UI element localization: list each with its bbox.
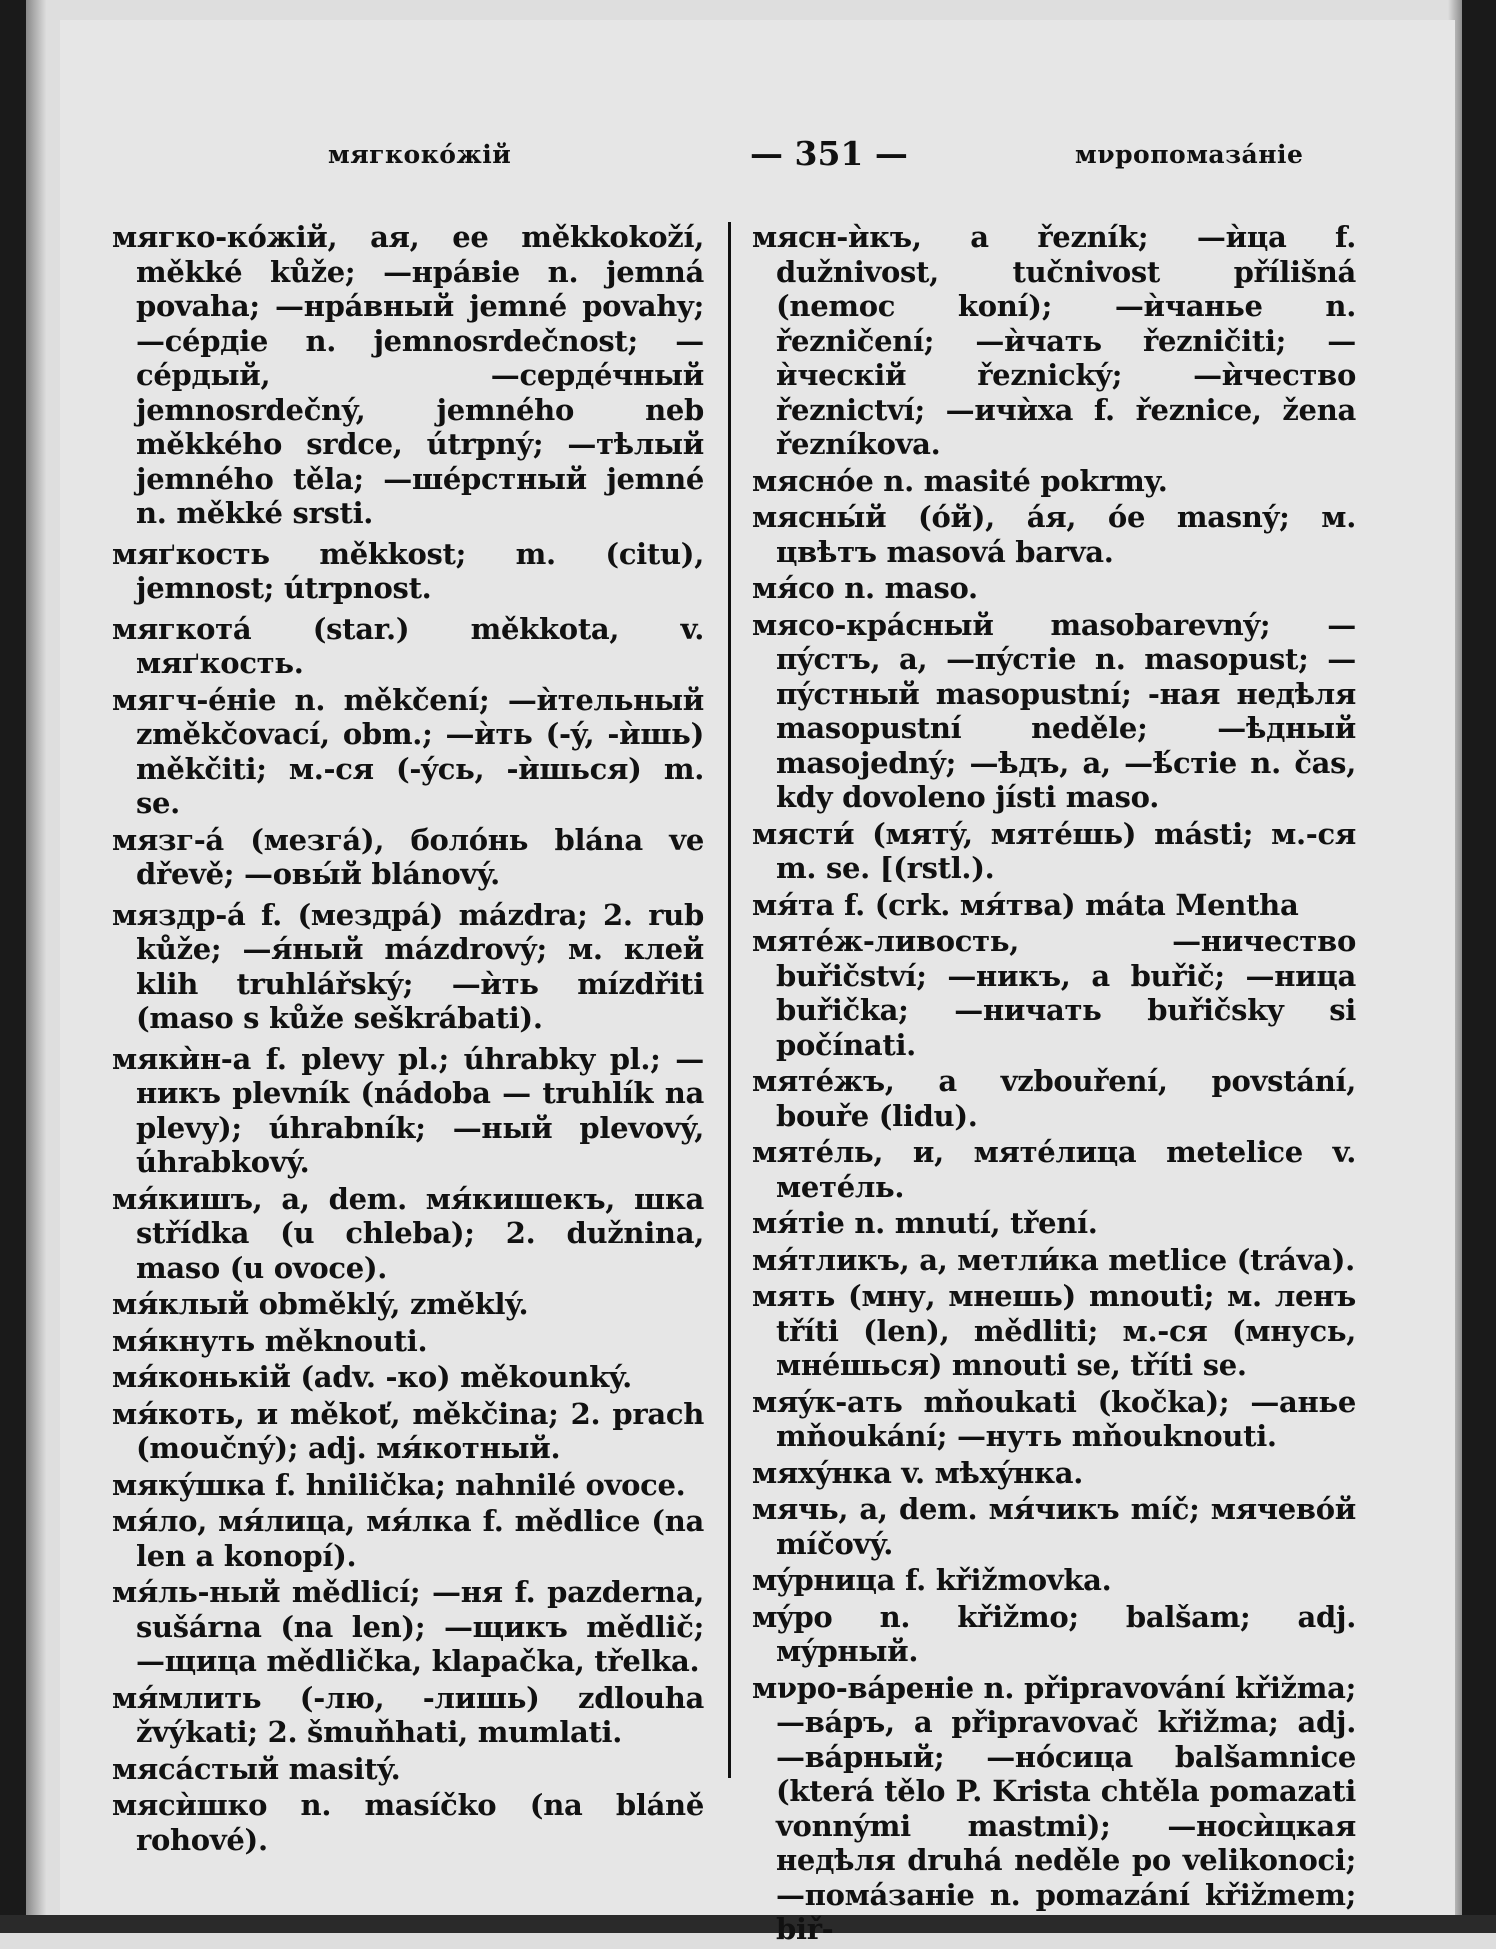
right-column <box>752 220 1356 1949</box>
dictionary-entry: мя́конькій (adv. -ко) měkounký. <box>112 1360 632 1394</box>
dictionary-entry: мя́со n. maso. <box>752 571 978 605</box>
dictionary-entry: мясти́ (мятý, мятéшь) másti; м.-ся m. se. [(rstl.). <box>752 816 1356 885</box>
dictionary-entry: мяздр-á f. (мездрá) mázdra; 2. rub kůže; —я́ный mázdrový; м. клей klih truhlářský; —ѝть mízdřiti (maso s kůže seškrábati). <box>112 897 704 1035</box>
dictionary-entry: мя́тіе n. mnutí, tření. <box>752 1206 1098 1240</box>
right-guide-word: мνропомазáніе <box>1075 140 1304 169</box>
dictionary-entry: мяýк-ать mňoukati (kočka); —анье mňoukání; —нуть mňouknouti. <box>752 1384 1356 1453</box>
dictionary-entry: мякýшка f. hnilička; nahnilé ovoce. <box>112 1467 686 1502</box>
dictionary-entry: мякѝн-а f. plevy pl.; úhrabky pl.; —никъ plevník (nádoba — truhlík na plevy); úhrabník; —ный plevový, úhrabkový. <box>112 1041 704 1179</box>
scan-right-edge <box>1462 0 1496 1933</box>
dictionary-entry: мя́клый obměklý, změklý. <box>112 1287 529 1321</box>
scan-left-shadow <box>26 0 46 1933</box>
dictionary-entry: мятéжъ, а vzbouření, povstání, bouře (lidu). <box>752 1064 1356 1133</box>
dictionary-entry: мνро-вáреніе n. připravování křižma; —вáръ, а připravovač křižma; adj. —вáрный; —нóсица balšamnice (která tělo P. Krista chtěla pomazati vonnými mastmi); —носѝцкая недѣля druhá neděle po velikonoci; —помáзаніе n. pomazání křižmem; biř- <box>752 1670 1356 1946</box>
dictionary-entry: мячь, а, dem. мя́чикъ míč; мячевóй míčový. <box>752 1492 1356 1561</box>
dictionary-entry: мяґкость měkkost; m. (citu), jemnost; útrpnost. <box>112 536 704 605</box>
dictionary-entry: мýрница f. křižmovka. <box>752 1563 1112 1597</box>
left-guide-word: мягкокóжій <box>328 140 512 169</box>
dictionary-entry: мя́ло, мя́лица, мя́лка f. mědlice (na len a konopí). <box>112 1504 704 1573</box>
dictionary-entry: мя́коть, и měkoť, měkčina; 2. prach (moučný); adj. мя́котный. <box>112 1396 704 1465</box>
dictionary-entry: мясо-крáсный masobarevný; —пýстъ, а, —пýстіе n. masopust; —пýстный masopustní; -ная недѣля masopustní neděle; —ѣдный masojedný; —ѣдъ, а, —ѣ́стіе n. čas, kdy dovoleno jísti maso. <box>752 607 1356 814</box>
dictionary-entry: мя́млить (-лю, -лишь) zdlouha žvýkati; 2. šmuňhati, mumlati. <box>112 1680 704 1749</box>
dictionary-entry: мязг-á (мезгá), болóнь blána ve dřevě; —овы́й blánový. <box>112 822 704 891</box>
scan-left-edge <box>0 0 26 1933</box>
dictionary-entry: мяхýнка v. мѣхýнка. <box>752 1455 1084 1490</box>
dictionary-entry: мясн-ѝкъ, а řezník; —ѝца f. dužnivost, tučnivost přílišná (nemoc koní); —ѝчанье n. řezničení; —ѝчать řezničiti; —ѝческій řeznický; —ѝчество řeznictví; —ичѝха f. řeznice, žena řezníkova. <box>752 220 1356 461</box>
dictionary-entry: мясѝшко n. masíčko (na bláně rohové). <box>112 1788 704 1857</box>
dictionary-entry: мять (мну, мнешь) mnouti; м. ленъ tříti (len), mědliti; м.-ся (мнусь, мнéшься) mnouti se, tříti se. <box>752 1279 1356 1382</box>
column-divider <box>728 222 731 1778</box>
dictionary-entry: мя́кнуть měknouti. <box>112 1323 428 1358</box>
dictionary-entry: мя́тликъ, а, метли́ка metlice (tráva). <box>752 1242 1355 1277</box>
dictionary-entry: мягкотá (star.) měkkota, v. мяґкость. <box>112 611 704 680</box>
dictionary-entry: мяснóе n. masité pokrmy. <box>752 463 1168 498</box>
page-header <box>100 134 1400 180</box>
left-column <box>112 220 704 1859</box>
dictionary-entry: мýро n. křižmo; balšam; adj. мýрный. <box>752 1599 1356 1668</box>
dictionary-entry: мягч-éніе n. měkčení; —ѝтельный změkčovací, obm.; —ѝть (-ý, -ѝшь) měkčiti; м.-ся (-ýсь, -ѝшься) m. se. <box>112 682 704 820</box>
dictionary-entry: мя́ль-ный mědlicí; —ня f. pazderna, sušárna (na len); —щикъ mědlič; —щица mědlička, klapačka, třelka. <box>112 1575 704 1678</box>
dictionary-entry: мя́кишъ, а, dem. мя́кишекъ, шка střídka (u chleba); 2. dužnina, maso (u ovoce). <box>112 1181 704 1285</box>
dictionary-entry: мясáстый masitý. <box>112 1751 401 1786</box>
dictionary-entry: мя́та f. (crk. мя́тва) máta Mentha <box>752 887 1299 922</box>
dictionary-entry: мясны́й (óй), áя, óе masný; м. цвѣтъ masová barva. <box>752 500 1356 569</box>
dictionary-entry: мятéль, и, мятéлица metelice v. метéль. <box>752 1135 1356 1204</box>
page-number: — 351 — <box>750 134 908 173</box>
dictionary-entry: мятéж-ливость, —ничество buřičství; —никъ, а buřič; —ница buřička; —ничать buřičsky si počínati. <box>752 924 1356 1062</box>
dictionary-entry: мягко-кóжій, ая, ее měkkokoží, měkké kůže; —нрáвіе n. jemná povaha; —нрáвный jemné povahy; —сéрдіе n. jemnosrdečnost; —сéрдый, —сердéчный jemnosrdečný, jemného neb měkkého srdce, útrpný; —тѣлый jemného těla; —шéрстный jemné n. měkké srsti. <box>112 220 704 530</box>
